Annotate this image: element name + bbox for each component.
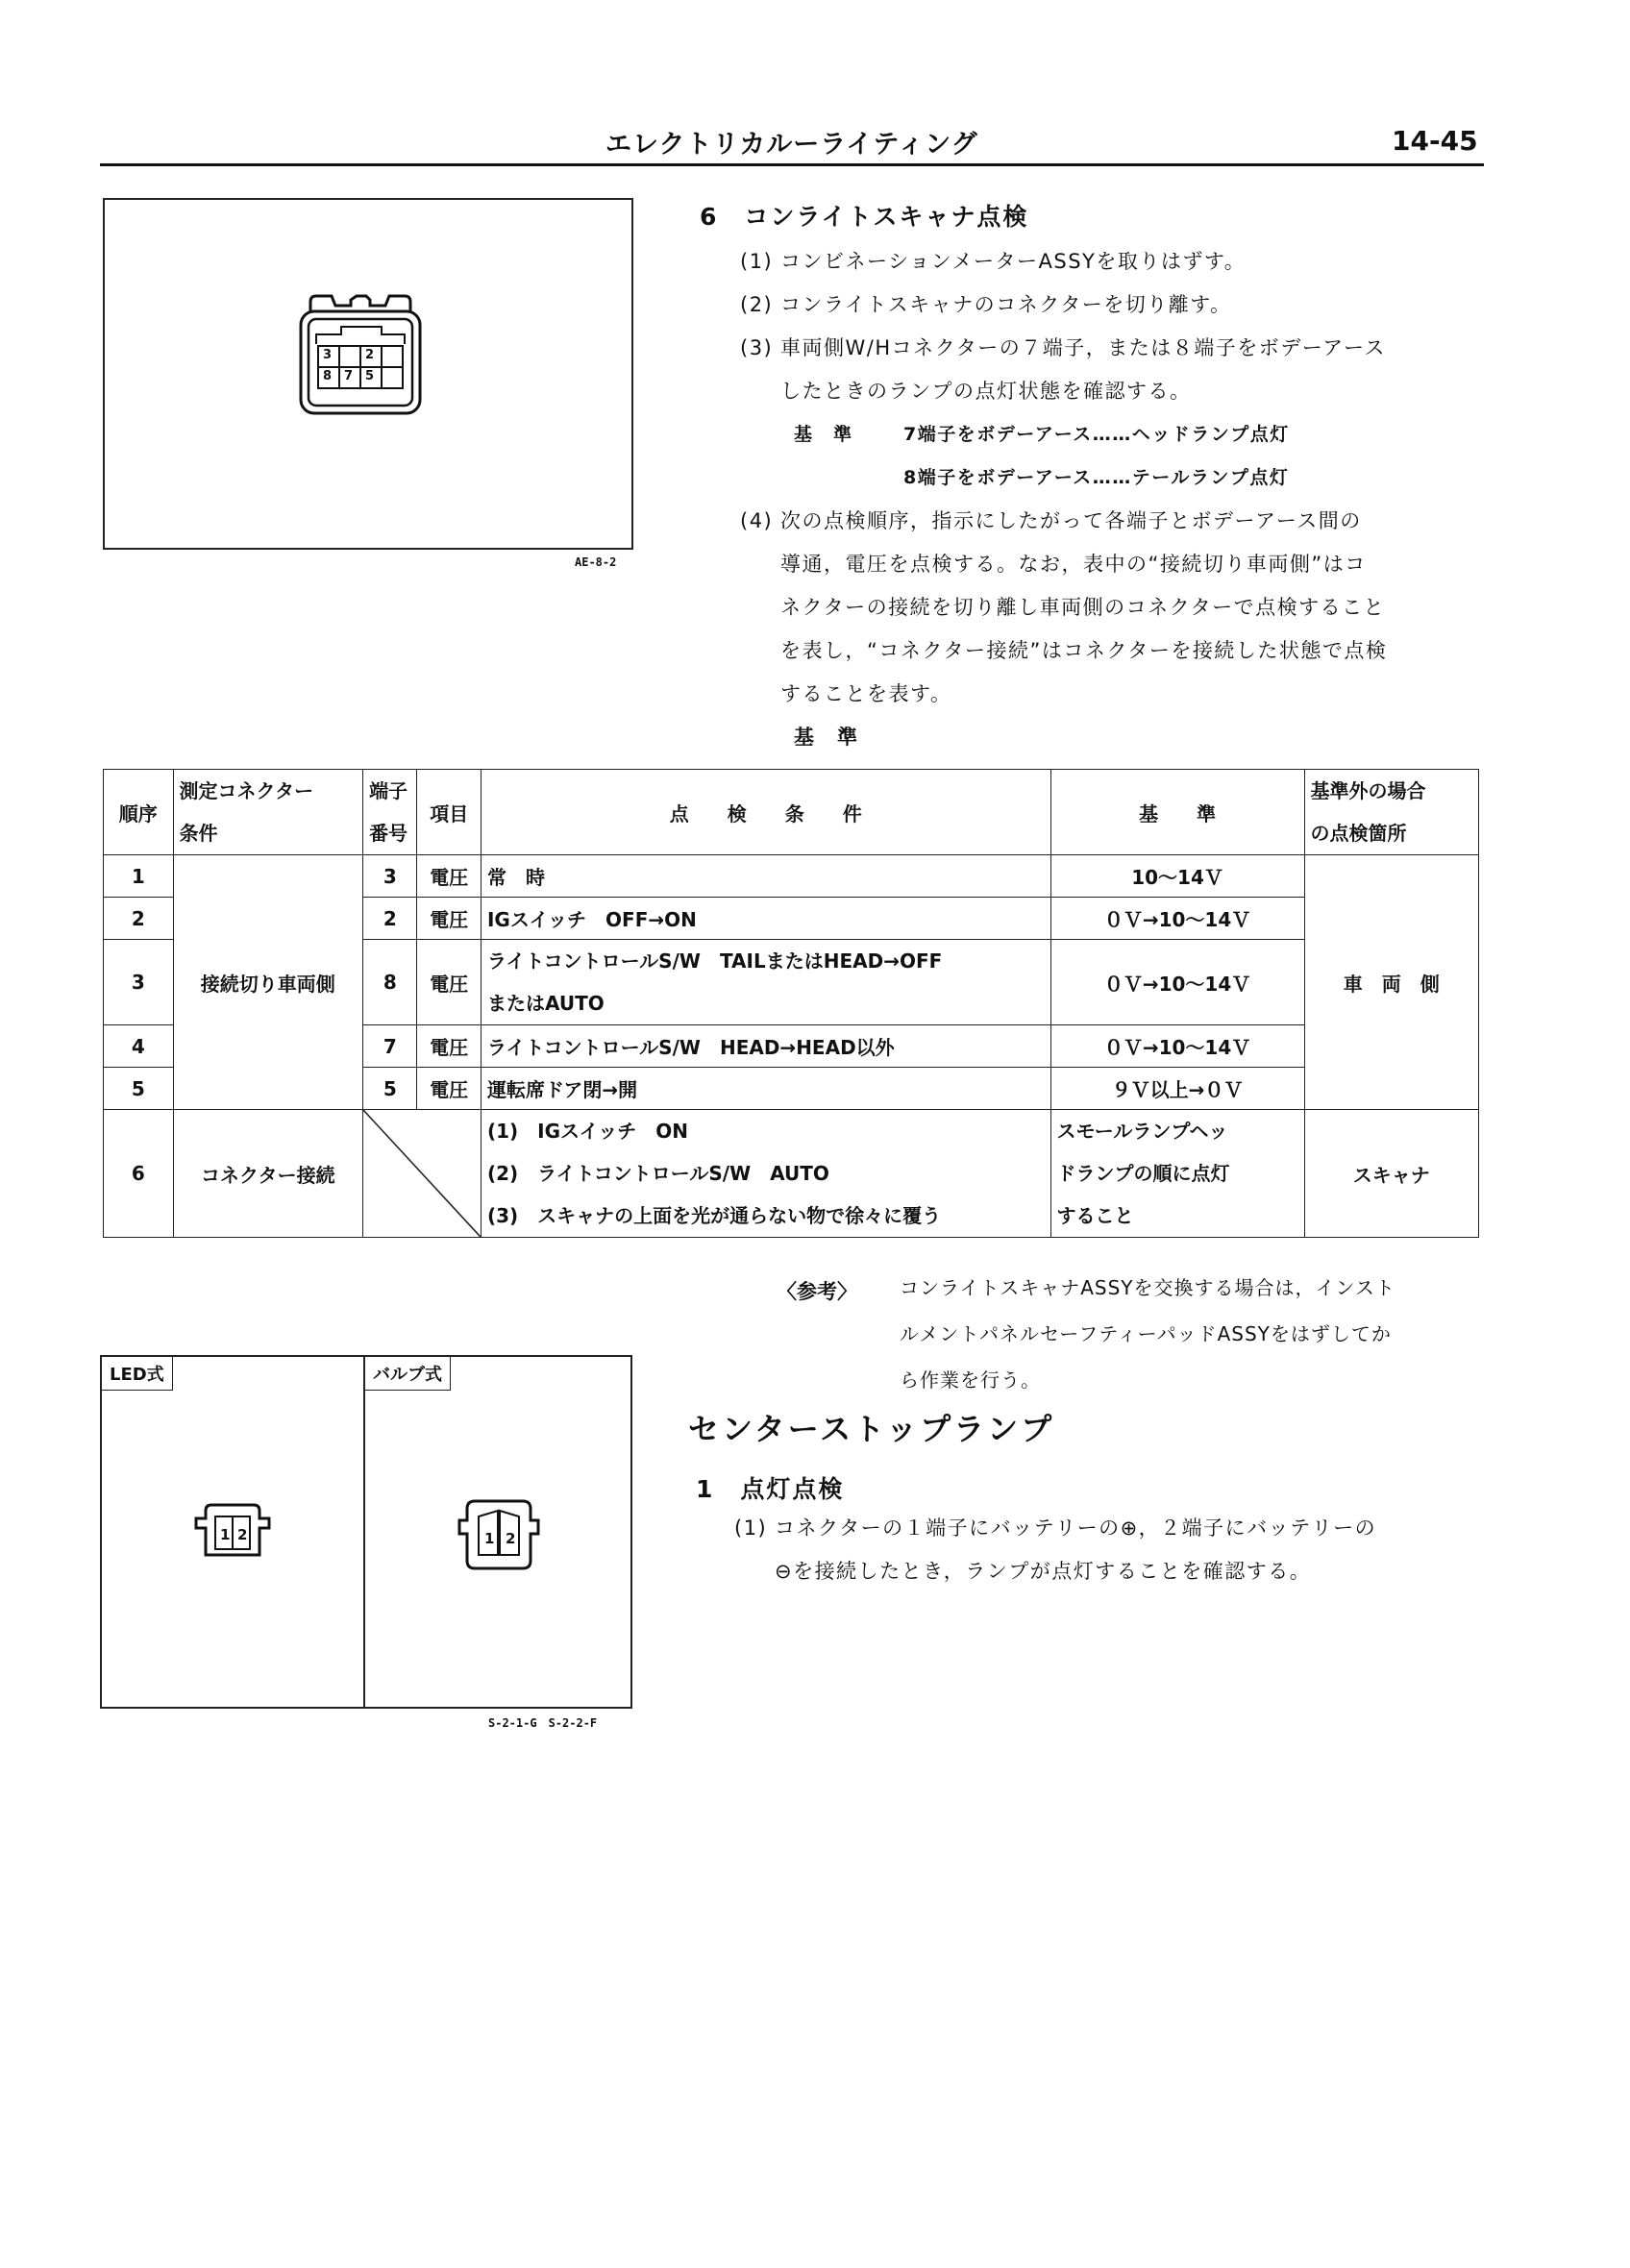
cell-outside-group: 車 両 側 <box>1304 855 1478 1110</box>
cell-condition: 常 時 <box>481 855 1050 898</box>
cell-condition: ライトコントロールS/W HEAD→HEAD以外 <box>481 1025 1050 1068</box>
led-pin-2: 2 <box>237 1526 248 1543</box>
cell-item: 電圧 <box>417 1068 482 1110</box>
table-row <box>104 855 1479 898</box>
cell-terminal: 5 <box>363 1068 417 1110</box>
terminal-label-8: 8 <box>323 369 333 383</box>
step-text: ⊖を接続したとき，ランプが点灯することを確認する。 <box>775 1560 1312 1583</box>
connector-figure <box>103 198 633 550</box>
cell-condition: 運転席ドア閉→開 <box>481 1068 1050 1110</box>
terminal-label-5: 5 <box>365 369 375 383</box>
criteria-label: 基 準 <box>794 424 853 445</box>
criteria-line: 7端子をボデーアース……ヘッドランプ点灯 <box>903 424 1290 445</box>
step-text: 車両側W/Hコネクターの７端子，または８端子をボデーアース <box>780 336 1386 359</box>
lamp-connector-figure <box>100 1355 632 1709</box>
bulb-type-label: バルブ式 <box>365 1357 451 1391</box>
step-number: (1) <box>740 250 774 273</box>
criteria-block <box>794 413 1467 500</box>
bulb-pin-2: 2 <box>506 1530 516 1547</box>
table-label: 基 準 <box>794 726 859 749</box>
inspection-table <box>103 769 1479 1238</box>
bulb-pin-1: 1 <box>484 1530 495 1547</box>
cell-terminal: 2 <box>363 898 417 940</box>
cell-order: 1 <box>104 855 174 898</box>
step-text: コンビネーションメーターASSYを取りはずす。 <box>780 250 1247 273</box>
diagonal-slash <box>363 1110 481 1237</box>
figure-divider <box>363 1357 365 1707</box>
lamp-figure-caption: S-2-1-G S-2-2-F <box>488 1716 598 1730</box>
step-number: (1) <box>734 1516 768 1540</box>
step-number: (4) <box>740 509 774 532</box>
terminal-label-3: 3 <box>323 348 333 362</box>
cell-standard: 10〜14Ｖ <box>1050 855 1304 898</box>
reference-label: 〈参考〉 <box>777 1280 857 1303</box>
bulb-connector-diagram <box>446 1491 552 1578</box>
cell-standard: ０Ｖ→10〜14Ｖ <box>1050 898 1304 940</box>
cell-item: 電圧 <box>417 1025 482 1068</box>
led-pin-1: 1 <box>220 1526 231 1543</box>
cell-order: 2 <box>104 898 174 940</box>
reference-line: コンライトスキャナASSYを交換する場合は，インスト <box>900 1276 1395 1299</box>
led-type-label: LED式 <box>102 1357 173 1391</box>
header-standard: 基 準 <box>1050 770 1304 855</box>
section-title: 6 コンライトスキャナ点検 <box>700 203 1029 231</box>
cell-item: 電圧 <box>417 940 482 1025</box>
header-item: 項目 <box>417 770 482 855</box>
cell-standard: ０Ｖ→10〜14Ｖ <box>1050 940 1304 1025</box>
figure-caption: AE-8-2 <box>575 555 617 569</box>
header-connector: 測定コネクター 条件 <box>173 770 363 855</box>
header-terminal: 端子 番号 <box>363 770 417 855</box>
step-2 <box>740 284 1490 327</box>
cell-order: 4 <box>104 1025 174 1068</box>
step-text: 導通，電圧を点検する。なお，表中の“接続切り車両側”はコ <box>780 553 1367 576</box>
cell-terminal: 7 <box>363 1025 417 1068</box>
page-number: 14-45 <box>1392 125 1478 157</box>
step-1 <box>740 240 1490 284</box>
step-text: を表し，“コネクター接続”はコネクターを接続した状態で点検 <box>780 639 1388 662</box>
reference-line: ら作業を行う。 <box>900 1368 1041 1392</box>
cell-connector-group: 接続切り車両側 <box>173 855 363 1110</box>
cell-condition: IGスイッチ OFF→ON <box>481 898 1050 940</box>
header-condition: 点 検 条 件 <box>481 770 1050 855</box>
step-text: コネクターの１端子にバッテリーの⊕，２端子にバッテリーの <box>775 1516 1377 1540</box>
step-text: 次の点検順序，指示にしたがって各端子とボデーアース間の <box>780 509 1362 532</box>
terminal-label-2: 2 <box>365 348 375 362</box>
cell-terminal: 3 <box>363 855 417 898</box>
terminal-label-7: 7 <box>344 369 354 383</box>
step-text: したときのランプの点灯状態を確認する。 <box>780 380 1192 403</box>
step-number: (3) <box>740 336 774 359</box>
cell-standard: ９Ｖ以上→０Ｖ <box>1050 1068 1304 1110</box>
cell-order: 3 <box>104 940 174 1025</box>
header-outside: 基準外の場合 の点検箇所 <box>1304 770 1478 855</box>
step-text: コンライトスキャナのコネクターを切り離す。 <box>780 293 1232 316</box>
step-3 <box>740 327 1490 413</box>
cell-diagonal <box>363 1110 482 1238</box>
header-order: 順序 <box>104 770 174 855</box>
cell-outside: スキャナ <box>1304 1110 1478 1238</box>
cell-item: 電圧 <box>417 855 482 898</box>
cell-standard: スモールランプヘッ ドランプの順に点灯 すること <box>1050 1110 1304 1238</box>
cell-condition: ライトコントロールS/W TAILまたはHEAD→OFF またはAUTO <box>481 940 1050 1025</box>
led-connector-diagram <box>185 1497 281 1574</box>
step-number: (2) <box>740 293 774 316</box>
criteria-line: 8端子をボデーアース……テールランプ点灯 <box>903 467 1290 488</box>
step-text: ネクターの接続を切り離し車両側のコネクターで点検すること <box>780 596 1386 619</box>
reference-line: ルメントパネルセーフティーパッドASSYをはずしてか <box>900 1322 1392 1345</box>
cell-terminal: 8 <box>363 940 417 1025</box>
cell-item: 電圧 <box>417 898 482 940</box>
reference-text <box>900 1265 1486 1403</box>
cell-order: 5 <box>104 1068 174 1110</box>
center-stop-step <box>734 1507 1494 1593</box>
table-header-row <box>104 770 1479 855</box>
cell-standard: ０Ｖ→10〜14Ｖ <box>1050 1025 1304 1068</box>
header-rule <box>100 163 1484 166</box>
center-stop-title: センターストップランプ <box>688 1411 1055 1447</box>
cell-connector: コネクター接続 <box>173 1110 363 1238</box>
step-4 <box>740 500 1490 716</box>
step-text: することを表す。 <box>780 682 952 705</box>
cell-condition: (1) IGスイッチ ON (2) ライトコントロールS/W AUTO (3) スキャナの上面を光が通らない物で徐々に覆う <box>481 1110 1050 1238</box>
table-row <box>104 1110 1479 1238</box>
center-stop-subtitle: 1 点灯点検 <box>696 1475 845 1503</box>
cell-order: 6 <box>104 1110 174 1238</box>
page-header-title: エレクトリカルーライティング <box>605 130 978 160</box>
